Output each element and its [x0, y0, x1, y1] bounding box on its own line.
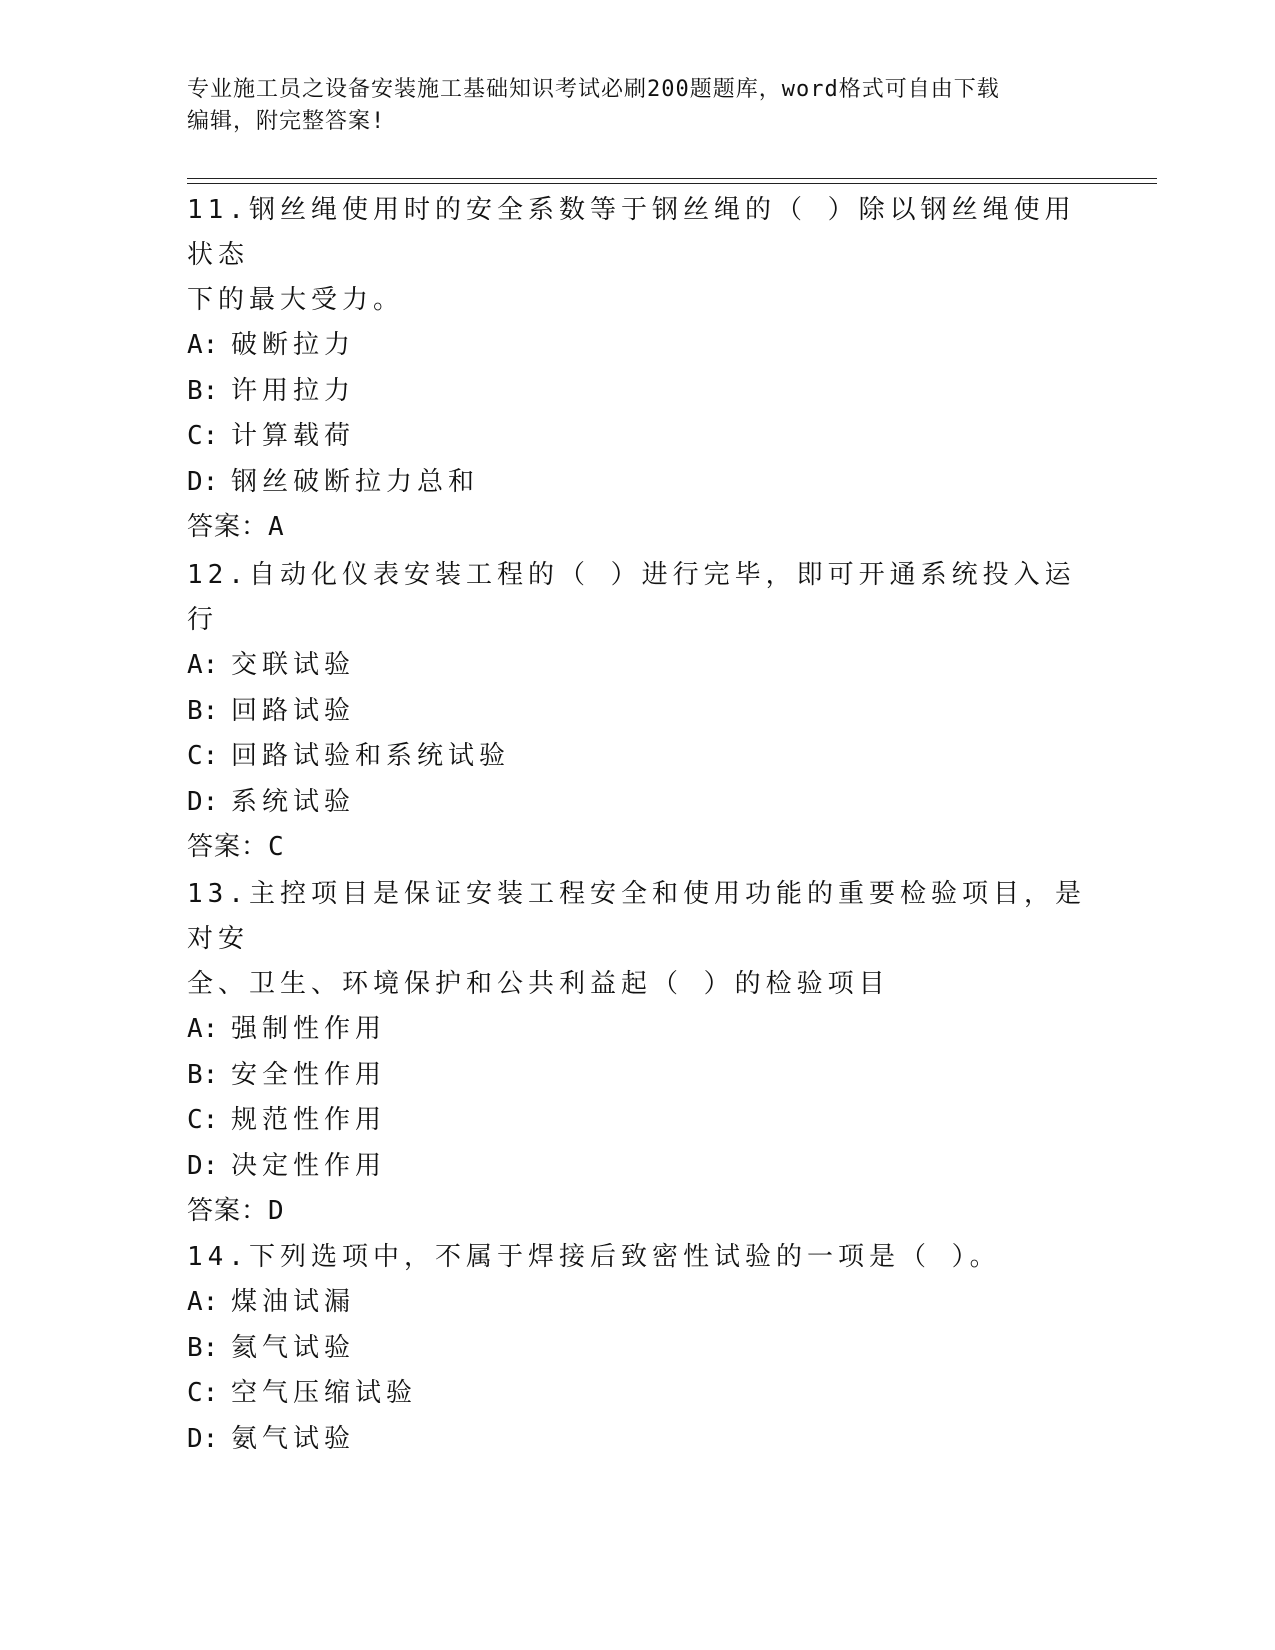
- option-text: 回路试验: [231, 695, 356, 726]
- header-line-1: 专业施工员之设备安装施工基础知识考试必刷200题题库，word格式可自由下载: [187, 77, 1000, 102]
- option-a: [187, 1007, 1087, 1053]
- option-text: 决定性作用: [231, 1150, 387, 1181]
- option-a: [187, 323, 1087, 369]
- option-d: [187, 780, 1087, 826]
- option-text: 钢丝破断拉力总和: [231, 466, 480, 497]
- question-stem-line: 11.钢丝绳使用时的安全系数等于钢丝绳的（ ）除以钢丝绳使用状态: [187, 195, 1076, 270]
- answer-line: [187, 825, 1087, 870]
- option-text: 煤油试漏: [231, 1287, 356, 1317]
- option-label: B:: [187, 1332, 219, 1363]
- option-c: [187, 1371, 1087, 1417]
- answer-line: [187, 1189, 1087, 1234]
- option-text: 空气压缩试验: [231, 1378, 418, 1408]
- header-divider-bottom: [187, 183, 1157, 184]
- option-label: A:: [187, 1287, 219, 1317]
- option-label: C:: [187, 421, 219, 451]
- option-text: 规范性作用: [231, 1105, 387, 1135]
- question-13: [187, 872, 1087, 1234]
- option-b: [187, 369, 1087, 415]
- answer-line: [187, 505, 1087, 550]
- option-c: [187, 1098, 1087, 1144]
- question-stem-line: 全、卫生、环境保护和公共利益起（ ）的检验项目: [187, 969, 890, 999]
- answer-label: 答案：: [187, 832, 269, 862]
- option-d: [187, 1417, 1087, 1463]
- question-12: [187, 553, 1087, 870]
- answer-label: 答案：: [187, 512, 269, 542]
- option-label: C:: [187, 1105, 219, 1135]
- header-divider-top: [187, 178, 1157, 179]
- option-d: [187, 1144, 1087, 1190]
- option-a: [187, 1280, 1087, 1326]
- option-label: C:: [187, 1378, 219, 1408]
- option-b: [187, 1326, 1087, 1372]
- answer-value: C: [268, 832, 284, 862]
- question-11: [187, 188, 1087, 550]
- option-label: D:: [187, 786, 219, 817]
- option-label: D:: [187, 466, 219, 497]
- question-stem-line: 13.主控项目是保证安装工程安全和使用功能的重要检验项目，是对安: [187, 879, 1086, 954]
- option-label: C:: [187, 741, 219, 771]
- option-label: B:: [187, 695, 219, 726]
- option-text: 强制性作用: [231, 1014, 387, 1044]
- option-label: A:: [187, 330, 219, 360]
- option-text: 氨气试验: [231, 1423, 356, 1454]
- question-stem-line: 14.下列选项中，不属于焊接后致密性试验的一项是（ ）。: [187, 1242, 1001, 1272]
- option-text: 系统试验: [231, 786, 356, 817]
- document-header: [187, 74, 1087, 138]
- answer-label: 答案：: [187, 1196, 269, 1226]
- question-stem-line: 下的最大受力。: [187, 285, 405, 315]
- header-line-2: 编辑，附完整答案!: [187, 109, 386, 134]
- option-label: B:: [187, 1059, 219, 1090]
- option-b: [187, 689, 1087, 735]
- option-text: 破断拉力: [231, 330, 356, 360]
- option-d: [187, 460, 1087, 506]
- question-stem-line: 12.自动化仪表安装工程的（ ）进行完毕，即可开通系统投入运行: [187, 560, 1076, 635]
- question-14: [187, 1235, 1087, 1462]
- option-c: [187, 734, 1087, 780]
- option-text: 氦气试验: [231, 1332, 356, 1363]
- option-text: 交联试验: [231, 650, 356, 680]
- answer-value: A: [268, 512, 284, 542]
- option-text: 许用拉力: [231, 375, 356, 406]
- option-c: [187, 414, 1087, 460]
- option-label: D:: [187, 1423, 219, 1454]
- option-label: A:: [187, 1014, 219, 1044]
- option-a: [187, 643, 1087, 689]
- option-text: 计算载荷: [231, 421, 356, 451]
- option-label: D:: [187, 1150, 219, 1181]
- option-text: 安全性作用: [231, 1059, 387, 1090]
- option-text: 回路试验和系统试验: [231, 741, 511, 771]
- option-label: B:: [187, 375, 219, 406]
- answer-value: D: [268, 1196, 284, 1226]
- option-label: A:: [187, 650, 219, 680]
- option-b: [187, 1053, 1087, 1099]
